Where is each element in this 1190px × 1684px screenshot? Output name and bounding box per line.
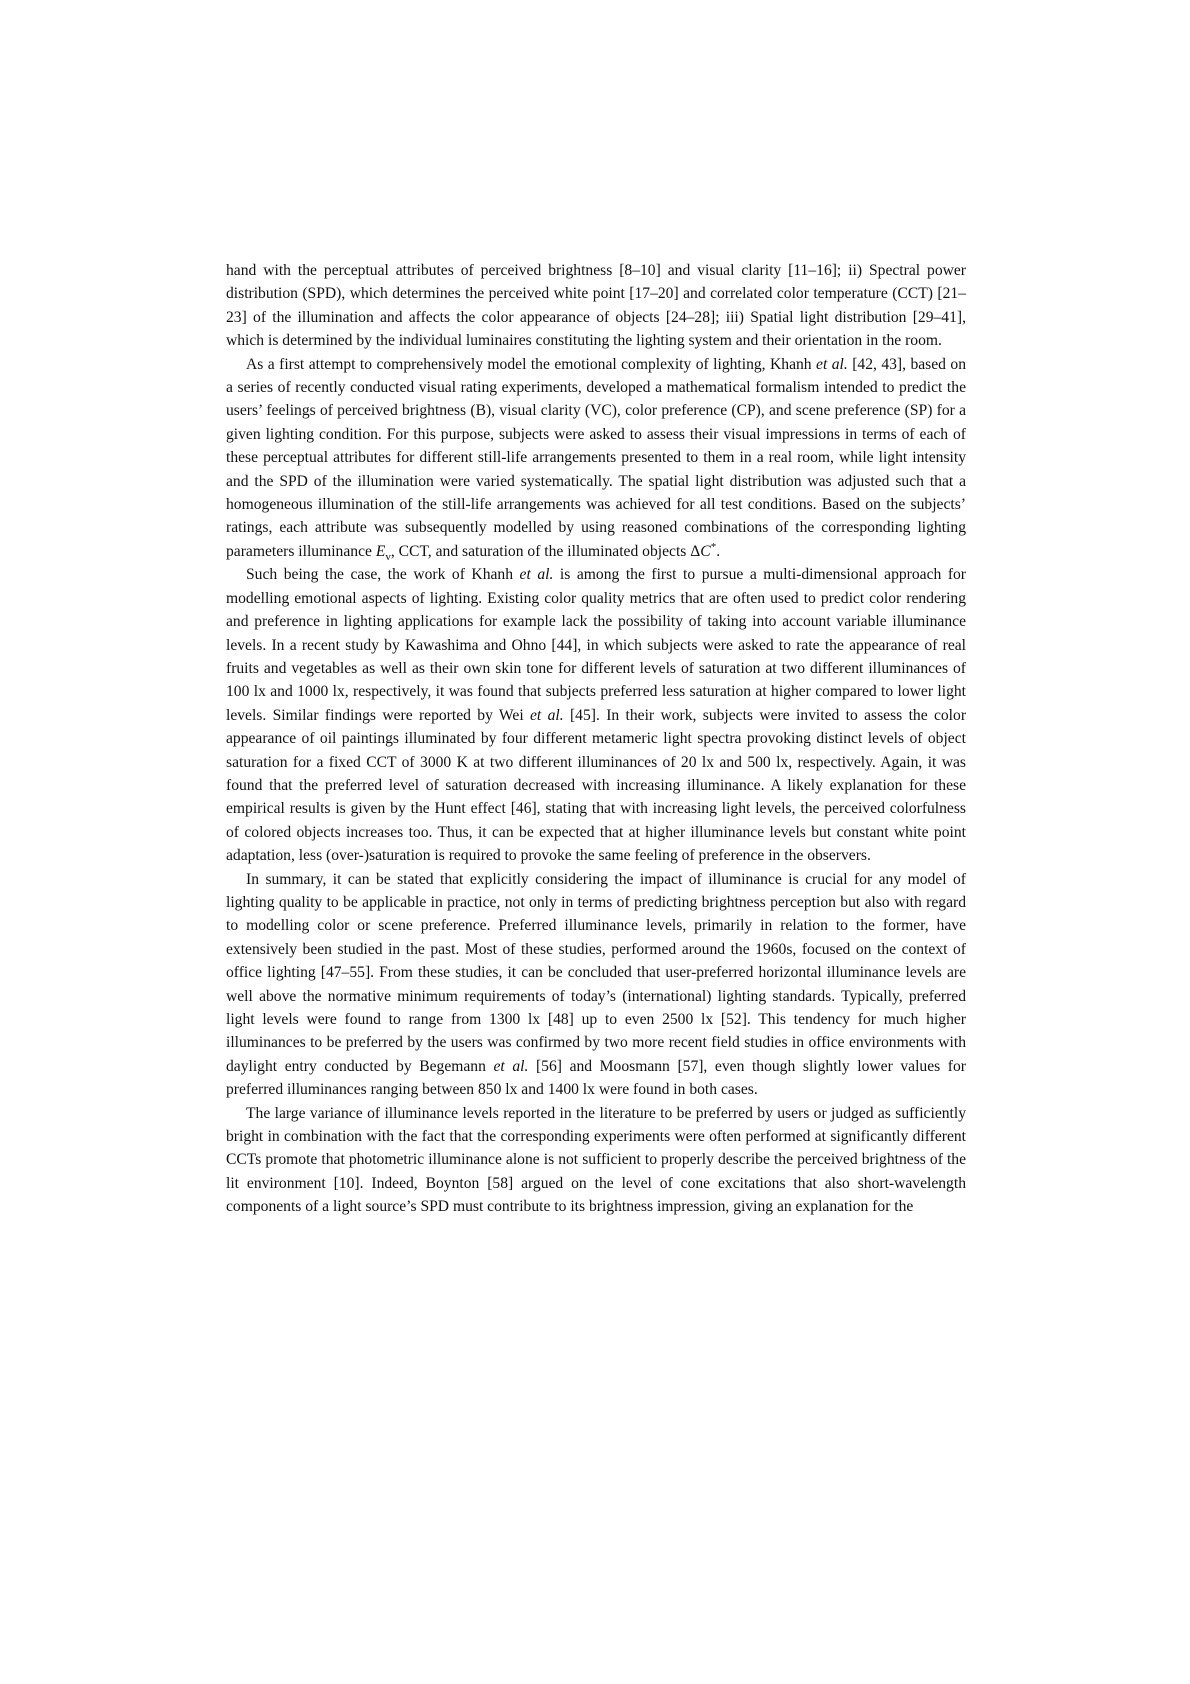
text-segment: v bbox=[385, 550, 391, 563]
text-segment: Such being the case, the work of Khanh bbox=[246, 566, 520, 584]
text-segment: * bbox=[710, 540, 717, 553]
text-segment: The large variance of illuminance levels reported in the literature to be preferred by users or judged as sufficiently bright in combination with the fact that the corresponding experiments were often performed at significantly different CCTs promote that photometric illuminance alone is not sufficient to properly describe the perceived brightness of the lit environment [10]. Indeed, Boynton [58] argued on the level of cone excitations that also short-wavelength components of a light source’s SPD must contribute to its brightness impression, giving an explanation for the bbox=[226, 1104, 966, 1216]
body-paragraph bbox=[226, 259, 966, 353]
text-segment: C bbox=[700, 542, 711, 560]
page-body bbox=[226, 259, 966, 1219]
text-segment: In summary, it can be stated that explicitly considering the impact of illuminance is crucial for any model of lighting quality to be applicable in practice, not only in terms of predicting brightness perception but also with regard to modelling color or scene preference. Preferred illuminance levels, primarily in relation to the former, have extensively been studied in the past. Most of these studies, performed around the 1960s, focused on the context of office lighting [47–55]. From these studies, it can be concluded that user-preferred horizontal illuminance levels are well above the normative minimum requirements of today’s (international) lighting standards. Typically, preferred light levels were found to range from 1300 lx [48] up to even 2500 lx [52]. This tendency for much higher illuminances to be preferred by the users was confirmed by two more recent field studies in office environments with daylight entry conducted by Begemann bbox=[226, 870, 966, 1075]
text-segment: hand with the perceptual attributes of perceived brightness [8–10] and visual clarity [11–16]; ii) Spectral power distribution (SPD), which determines the perceived white point [17–20] and correlated color temperature (CCT) [21–23] of the illumination and affects the color appearance of objects [24–28]; iii) Spatial light distribution [29–41], which is determined by the individual luminaires constituting the lighting system and their orientation in the room. bbox=[226, 262, 966, 350]
text-segment: et al. bbox=[816, 355, 848, 373]
text-segment: is among the first to pursue a multi-dimensional approach for modelling emotional aspects of lighting. Existing color quality metrics that are often used to predict color rendering and preference in lighting applications for example lack the possibility of taking into account variable illuminance levels. In a recent study by Kawashima and Ohno [44], in which subjects were asked to rate the appearance of real fruits and vegetables as well as their own skin tone for different levels of saturation at two different illuminances of 100 lx and 1000 lx, respectively, it was found that subjects preferred less saturation at higher compared to lower light levels. Similar findings were reported by Wei bbox=[226, 566, 967, 724]
text-segment: , CCT, and saturation of the illuminated objects Δ bbox=[390, 542, 701, 560]
text-segment: . bbox=[716, 542, 721, 560]
text-segment: et al. bbox=[530, 706, 564, 724]
text-segment: et al. bbox=[519, 566, 554, 584]
body-paragraph bbox=[226, 868, 966, 1102]
body-paragraph bbox=[226, 353, 966, 564]
body-paragraph bbox=[226, 1102, 966, 1219]
text-segment: [42, 43], based on a series of recently conducted visual rating experiments, developed a mathematical formalism intended to predict the users’ feelings of perceived brightness (B), visual clarity (VC), color preference (CP), and scene preference (SP) for a given lighting condition. For this purpose, subjects were asked to assess their visual impressions in terms of each of these perceptual attributes for different still-life arrangements presented to them in a real room, while light intensity and the SPD of the illumination were varied systematically. The spatial light distribution was adjusted such that a homogeneous illumination of the still-life arrangements was achieved for all test conditions. Based on the subjects’ ratings, each attribute was subsequently modelled by using reasoned combinations of the corresponding lighting parameters illuminance bbox=[226, 355, 966, 560]
body-paragraph bbox=[226, 563, 966, 867]
text-segment: [56] and Moosmann [57], even though slightly lower values for preferred illuminances ranging between 850 lx and 1400 lx were found in both cases. bbox=[226, 1057, 966, 1099]
text-segment: E bbox=[375, 542, 386, 560]
text-segment: As a first attempt to comprehensively model the emotional complexity of lighting, Khanh bbox=[246, 355, 817, 373]
text-segment: [45]. In their work, subjects were invited to assess the color appearance of oil paintings illuminated by four different metameric light spectra provoking distinct levels of object saturation for a fixed CCT of 3000 K at two different illuminances of 20 lx and 500 lx, respectively. Again, it was found that the preferred level of saturation decreased with increasing illuminance. A likely explanation for these empirical results is given by the Hunt effect [46], stating that with increasing light levels, the perceived colorfulness of colored objects increases too. Thus, it can be expected that at higher illuminance levels but constant white point adaptation, less (over-)saturation is required to provoke the same feeling of preference in the observers. bbox=[226, 706, 967, 865]
text-segment: et al. bbox=[493, 1057, 529, 1075]
